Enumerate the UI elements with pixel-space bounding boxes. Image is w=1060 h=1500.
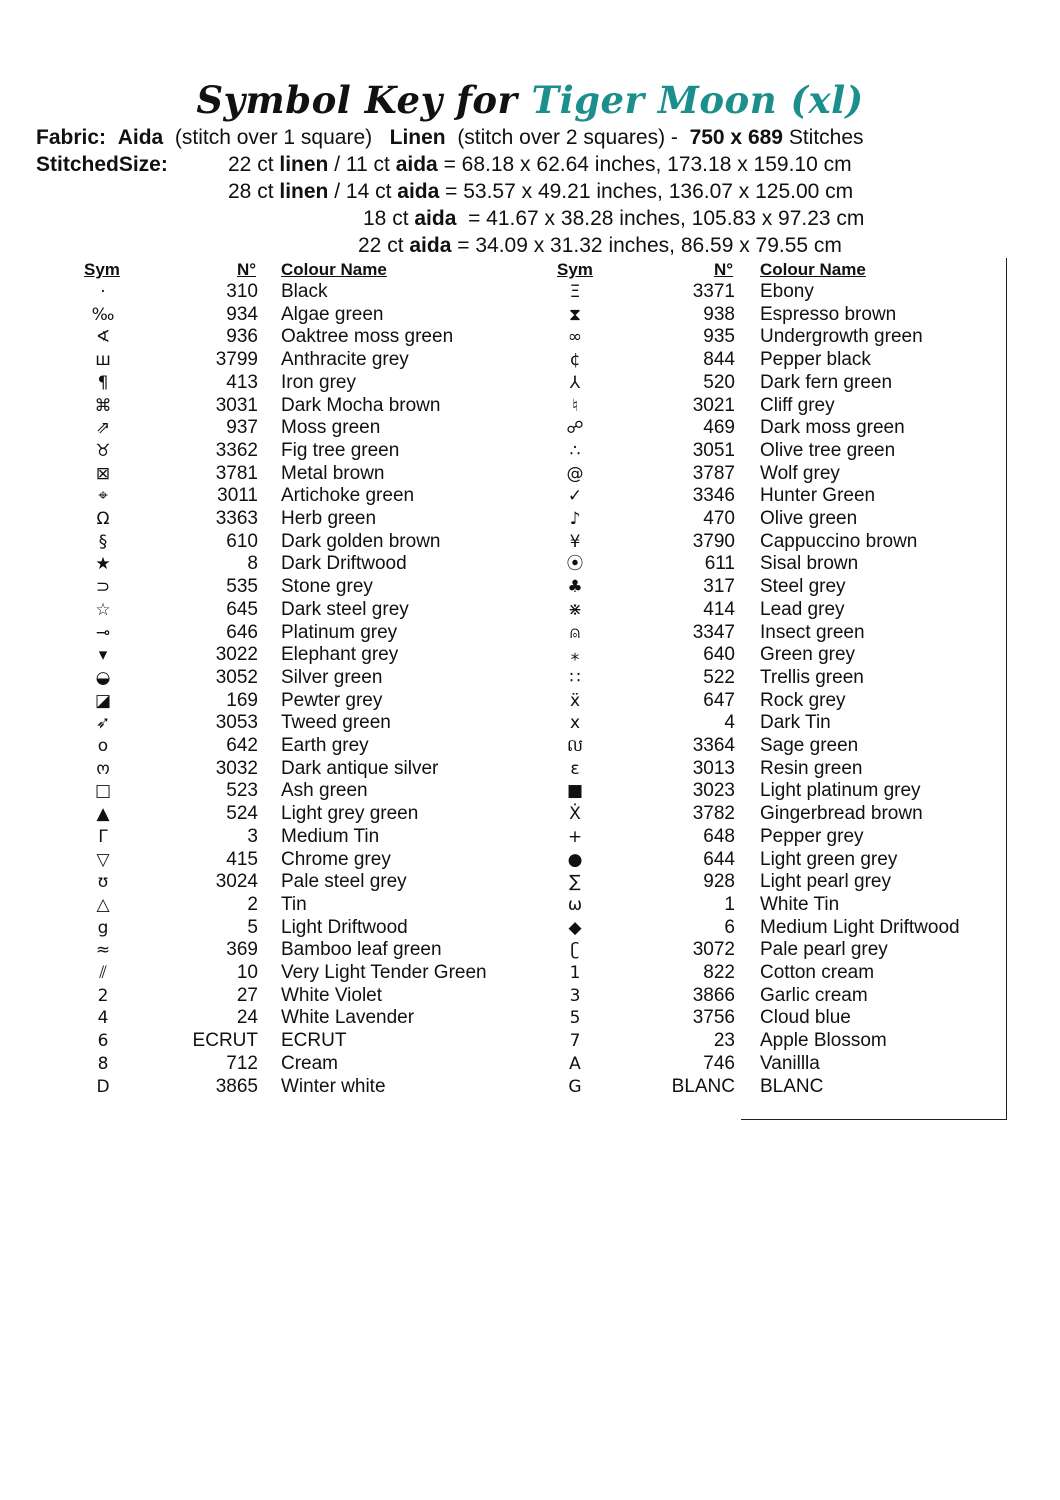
number-cell: 8 bbox=[247, 553, 258, 575]
number-cell: 23 bbox=[713, 1030, 735, 1052]
colour-name-cell: Garlic cream bbox=[760, 984, 868, 1006]
number-cell: 645 bbox=[226, 598, 258, 620]
symbol-cell: ⊸ bbox=[95, 622, 111, 643]
number-cell: 610 bbox=[226, 530, 258, 552]
table-row bbox=[0, 690, 1060, 713]
number-cell: 169 bbox=[226, 689, 258, 711]
symbol-cell: ⊃ bbox=[95, 577, 111, 598]
symbol-cell: ∷ bbox=[569, 667, 581, 688]
number-cell: 414 bbox=[703, 598, 735, 620]
fabric-aida: Aida bbox=[117, 126, 164, 149]
number-cell: 413 bbox=[226, 371, 258, 393]
number-cell: 3051 bbox=[692, 439, 735, 461]
number-cell: 642 bbox=[226, 735, 258, 756]
symbol-cell: ⊠ bbox=[95, 463, 111, 484]
table-row bbox=[0, 894, 1060, 917]
symbol-cell: 6 bbox=[97, 1031, 109, 1052]
symbol-cell: D bbox=[96, 1076, 110, 1097]
number-cell: 937 bbox=[226, 417, 258, 439]
table-row bbox=[0, 1007, 1060, 1030]
symbol-cell: · bbox=[100, 282, 106, 302]
number-cell: 822 bbox=[703, 962, 735, 983]
symbol-cell: Ξ bbox=[569, 282, 581, 302]
symbol-cell: ★ bbox=[95, 554, 111, 575]
number-cell: 3052 bbox=[215, 666, 258, 688]
number-cell: 936 bbox=[226, 326, 258, 348]
colour-name-cell: Ash green bbox=[281, 780, 368, 802]
symbol-cell: ʊ bbox=[97, 872, 109, 893]
symbol-cell: ◆ bbox=[568, 917, 582, 938]
header-sym-left: Sym bbox=[84, 260, 120, 279]
fabric-label: Fabric: bbox=[36, 126, 107, 149]
number-cell: 6 bbox=[724, 916, 735, 938]
symbol-cell: ⌖ bbox=[98, 486, 108, 507]
page-title bbox=[0, 78, 1060, 122]
number-cell: BLANC bbox=[671, 1075, 735, 1097]
number-cell: 3032 bbox=[215, 757, 258, 779]
colour-name-cell: Rock grey bbox=[760, 689, 846, 711]
number-cell: 3021 bbox=[692, 394, 735, 416]
table-row bbox=[0, 962, 1060, 985]
title-prefix: Symbol Key for bbox=[196, 78, 518, 122]
number-cell: 3024 bbox=[215, 871, 258, 893]
symbol-cell: ⫽ bbox=[99, 963, 107, 983]
number-cell: 3756 bbox=[692, 1007, 735, 1029]
symbol-cell: g bbox=[97, 917, 109, 938]
colour-name-cell: Earth grey bbox=[281, 735, 369, 756]
symbol-cell: ⁎ bbox=[570, 645, 580, 666]
table-row bbox=[0, 553, 1060, 576]
number-cell: 3013 bbox=[692, 757, 735, 779]
colour-name-cell: Silver green bbox=[281, 666, 383, 688]
colour-name-cell: Fig tree green bbox=[281, 439, 400, 461]
number-cell: 520 bbox=[703, 371, 735, 393]
symbol-cell: Ẋ bbox=[569, 804, 581, 825]
table-row bbox=[0, 917, 1060, 940]
number-cell: 935 bbox=[703, 326, 735, 348]
header-name-right: Colour Name bbox=[760, 260, 866, 279]
table-row bbox=[0, 485, 1060, 508]
symbol-cell: ⅄ bbox=[569, 372, 581, 393]
colour-name-cell: Dark steel grey bbox=[281, 598, 409, 620]
number-cell: 648 bbox=[703, 825, 735, 847]
symbol-cell: △ bbox=[96, 894, 110, 915]
symbol-cell: ⌘ bbox=[94, 395, 112, 416]
colour-name-cell: Algae green bbox=[281, 303, 384, 325]
colour-name-cell: Medium Tin bbox=[281, 825, 380, 847]
table-row bbox=[0, 939, 1060, 962]
table-row bbox=[0, 803, 1060, 826]
number-cell: ECRUT bbox=[192, 1030, 258, 1052]
number-cell: 3787 bbox=[692, 462, 735, 484]
fabric-aida-note: (stitch over 1 square) bbox=[174, 126, 373, 149]
colour-name-cell: Metal brown bbox=[281, 462, 385, 484]
symbol-cell: ♣ bbox=[567, 577, 583, 598]
symbol-cell: + bbox=[567, 826, 583, 847]
fabric-stitches-word: Stitches bbox=[788, 126, 864, 149]
symbol-cell: ល bbox=[566, 736, 584, 756]
number-cell: 640 bbox=[703, 644, 735, 666]
colour-name-cell: Sisal brown bbox=[760, 553, 859, 575]
size-text: = 68.18 x 62.64 inches, 173.18 x 159.10 cm bbox=[437, 153, 852, 176]
number-cell: 522 bbox=[703, 666, 735, 688]
table-row bbox=[0, 508, 1060, 531]
number-cell: 369 bbox=[226, 939, 258, 961]
colour-name-cell: Very Light Tender Green bbox=[281, 962, 487, 983]
table-row bbox=[0, 735, 1060, 758]
colour-name-cell: Olive green bbox=[760, 508, 858, 529]
table-row bbox=[0, 849, 1060, 872]
table-row bbox=[0, 463, 1060, 486]
colour-name-cell: Medium Light Driftwood bbox=[760, 916, 960, 938]
number-cell: 3363 bbox=[215, 508, 258, 529]
symbol-cell: ⦿ bbox=[566, 554, 584, 575]
colour-name-cell: Olive tree green bbox=[760, 439, 896, 461]
colour-name-cell: Wolf grey bbox=[760, 462, 840, 484]
colour-name-cell: BLANC bbox=[760, 1075, 824, 1097]
table-row bbox=[0, 440, 1060, 463]
right-border-line bbox=[1006, 258, 1007, 1120]
fabric-linen-note: (stitch over 2 squares) - bbox=[457, 126, 678, 149]
symbol-cell: A bbox=[569, 1053, 581, 1074]
symbol-cell: G bbox=[568, 1076, 582, 1097]
symbol-cell: ¶ bbox=[97, 372, 109, 393]
number-cell: 10 bbox=[236, 962, 258, 983]
symbol-cell: x bbox=[569, 713, 581, 734]
number-cell: 646 bbox=[226, 621, 258, 643]
symbol-cell: ☆ bbox=[95, 599, 111, 620]
symbol-cell: ⋇ bbox=[567, 599, 583, 620]
number-cell: 310 bbox=[226, 281, 258, 302]
number-cell: 3781 bbox=[215, 462, 258, 484]
colour-name-cell: Winter white bbox=[281, 1075, 386, 1097]
symbol-cell: ẍ bbox=[569, 690, 581, 711]
colour-name-cell: Trellis green bbox=[760, 666, 864, 688]
number-cell: 3799 bbox=[215, 349, 258, 371]
number-cell: 3782 bbox=[692, 803, 735, 825]
number-cell: 934 bbox=[226, 303, 258, 325]
number-cell: 3362 bbox=[215, 439, 258, 461]
colour-name-cell: Ebony bbox=[760, 281, 814, 302]
table-row bbox=[0, 417, 1060, 440]
stitched-size-line bbox=[228, 153, 852, 177]
stitched-size-line bbox=[228, 180, 853, 204]
colour-name-cell: Anthracite grey bbox=[281, 349, 409, 371]
number-cell: 3371 bbox=[692, 281, 735, 302]
table-row bbox=[0, 349, 1060, 372]
table-row bbox=[0, 1030, 1060, 1053]
number-cell: 3053 bbox=[215, 712, 258, 734]
colour-name-cell: Green grey bbox=[760, 644, 856, 666]
symbol-cell: 2 bbox=[97, 985, 109, 1006]
number-cell: 647 bbox=[703, 689, 735, 711]
number-cell: 415 bbox=[226, 848, 258, 870]
number-cell: 3866 bbox=[692, 984, 735, 1006]
colour-name-cell: Pewter grey bbox=[281, 689, 383, 711]
symbol-cell: ∴ bbox=[569, 440, 581, 461]
number-cell: 3347 bbox=[692, 621, 735, 643]
fabric-line bbox=[36, 126, 864, 150]
stitched-size-label: StitchedSize: bbox=[36, 153, 168, 176]
size-bold: linen bbox=[279, 153, 329, 176]
table-row bbox=[0, 395, 1060, 418]
number-cell: 3865 bbox=[215, 1075, 258, 1097]
symbol-cell: ⍝ bbox=[569, 622, 581, 643]
symbol-cell: ⧗ bbox=[569, 304, 581, 325]
number-cell: 24 bbox=[236, 1007, 258, 1029]
colour-name-cell: Pepper black bbox=[760, 349, 871, 371]
number-cell: 3346 bbox=[692, 485, 735, 507]
symbol-cell: ⇗ bbox=[95, 418, 111, 439]
number-cell: 5 bbox=[247, 916, 258, 938]
number-cell: 644 bbox=[703, 848, 735, 870]
size-text: / 14 ct bbox=[328, 180, 398, 203]
colour-name-cell: Dark fern green bbox=[760, 371, 893, 393]
symbol-cell: ω bbox=[567, 894, 583, 915]
size-text: 22 ct bbox=[228, 153, 280, 176]
number-cell: 524 bbox=[226, 803, 258, 825]
symbol-cell: ო bbox=[96, 758, 110, 779]
symbol-cell: 8 bbox=[97, 1053, 109, 1074]
colour-name-cell: Insect green bbox=[760, 621, 865, 643]
size-bold: aida bbox=[395, 153, 438, 176]
colour-name-cell: Pepper grey bbox=[760, 825, 864, 847]
colour-name-cell: Black bbox=[281, 281, 328, 302]
colour-name-cell: Espresso brown bbox=[760, 303, 897, 325]
symbol-cell: ‰ bbox=[91, 304, 115, 325]
symbol-cell: ∞ bbox=[567, 327, 583, 348]
symbol-cell: ш bbox=[95, 350, 111, 371]
colour-name-cell: Undergrowth green bbox=[760, 326, 923, 348]
colour-name-cell: Apple Blossom bbox=[760, 1030, 887, 1052]
table-row bbox=[0, 1053, 1060, 1076]
colour-name-cell: Pale pearl grey bbox=[760, 939, 888, 961]
symbol-cell: 1 bbox=[569, 963, 581, 983]
colour-name-cell: Cappuccino brown bbox=[760, 530, 918, 552]
colour-name-cell: Tin bbox=[281, 893, 307, 915]
table-row bbox=[0, 531, 1060, 554]
symbol-cell: 3 bbox=[569, 985, 581, 1006]
table-row bbox=[0, 372, 1060, 395]
symbol-cell: ◒ bbox=[95, 667, 111, 688]
symbol-cell: ε bbox=[570, 758, 580, 779]
symbol-cell: 4 bbox=[97, 1008, 109, 1029]
size-text: 22 ct bbox=[358, 234, 410, 257]
colour-name-cell: Tweed green bbox=[281, 712, 391, 734]
symbol-cell: ▲ bbox=[96, 804, 110, 825]
number-cell: 3364 bbox=[692, 735, 735, 756]
number-cell: 4 bbox=[724, 712, 735, 734]
size-text: 18 ct bbox=[363, 207, 415, 230]
colour-name-cell: Stone grey bbox=[281, 576, 373, 598]
table-row bbox=[0, 780, 1060, 803]
size-bold: linen bbox=[279, 180, 329, 203]
colour-name-cell: Vanillla bbox=[760, 1052, 820, 1074]
size-bold: aida bbox=[414, 207, 457, 230]
colour-name-cell: Dark Tin bbox=[760, 712, 831, 734]
colour-name-cell: Lead grey bbox=[760, 598, 845, 620]
colour-name-cell: White Lavender bbox=[281, 1007, 415, 1029]
symbol-cell: @ bbox=[566, 463, 584, 484]
colour-name-cell: Cloud blue bbox=[760, 1007, 851, 1029]
symbol-cell: ◪ bbox=[94, 690, 112, 711]
colour-name-cell: Light Driftwood bbox=[281, 916, 408, 938]
table-row bbox=[0, 281, 1060, 304]
table-row bbox=[0, 304, 1060, 327]
symbol-cell: □ bbox=[94, 781, 112, 802]
number-cell: 523 bbox=[226, 780, 258, 802]
table-row bbox=[0, 576, 1060, 599]
number-cell: 27 bbox=[236, 984, 258, 1006]
symbol-cell: ♮ bbox=[571, 395, 579, 416]
symbol-cell: ▾ bbox=[98, 645, 108, 666]
colour-name-cell: Cotton cream bbox=[760, 962, 875, 983]
symbol-cell: Ω bbox=[96, 509, 110, 529]
colour-name-cell: Light grey green bbox=[281, 803, 419, 825]
number-cell: 3022 bbox=[215, 644, 258, 666]
colour-name-cell: Elephant grey bbox=[281, 644, 399, 666]
number-cell: 470 bbox=[703, 508, 735, 529]
stitched-size-line bbox=[358, 234, 842, 258]
number-cell: 317 bbox=[703, 576, 735, 598]
table-row bbox=[0, 326, 1060, 349]
symbol-cell: Γ bbox=[98, 826, 108, 847]
colour-name-cell: Bamboo leaf green bbox=[281, 939, 442, 961]
size-text: 28 ct bbox=[228, 180, 280, 203]
symbol-cell: ≈ bbox=[95, 940, 111, 961]
table-row bbox=[0, 826, 1060, 849]
number-cell: 844 bbox=[703, 349, 735, 371]
table-row bbox=[0, 985, 1060, 1008]
size-text: = 53.57 x 49.21 inches, 136.07 x 125.00 cm bbox=[439, 180, 854, 203]
colour-name-cell: Chrome grey bbox=[281, 848, 391, 870]
number-cell: 2 bbox=[247, 893, 258, 915]
size-text: = 34.09 x 31.32 inches, 86.59 x 79.55 cm bbox=[451, 234, 842, 257]
symbol-cell: ▽ bbox=[96, 849, 110, 870]
symbol-cell: ✓ bbox=[567, 486, 583, 507]
number-cell: 611 bbox=[704, 553, 735, 575]
header-num-left: N° bbox=[237, 260, 257, 279]
colour-name-cell: Cream bbox=[281, 1052, 339, 1074]
header-name-left: Colour Name bbox=[281, 260, 387, 279]
colour-name-cell: Dark moss green bbox=[760, 417, 905, 439]
symbol-cell: ∢ bbox=[95, 327, 111, 348]
number-cell: 535 bbox=[226, 576, 258, 598]
symbol-cell: ☍ bbox=[566, 418, 584, 439]
colour-name-cell: Steel grey bbox=[760, 576, 846, 598]
table-row bbox=[0, 1076, 1060, 1099]
colour-name-cell: Pale steel grey bbox=[281, 871, 407, 893]
size-text: / 11 ct bbox=[328, 153, 396, 176]
stitched-size-line bbox=[363, 207, 864, 231]
colour-name-cell: Gingerbread brown bbox=[760, 803, 923, 825]
colour-name-cell: Artichoke green bbox=[281, 485, 415, 507]
number-cell: 3 bbox=[247, 825, 258, 847]
symbol-cell: ¢ bbox=[569, 350, 581, 371]
symbol-cell: ¥ bbox=[569, 531, 581, 552]
number-cell: 1 bbox=[724, 893, 735, 915]
symbol-cell: ♉ bbox=[95, 440, 111, 461]
number-cell: 928 bbox=[703, 871, 735, 893]
colour-name-cell: Moss green bbox=[281, 417, 381, 439]
header-sym-right: Sym bbox=[557, 260, 593, 279]
table-row bbox=[0, 758, 1060, 781]
colour-name-cell: Dark Driftwood bbox=[281, 553, 407, 575]
symbol-cell: ʗ bbox=[570, 940, 580, 961]
table-row bbox=[0, 622, 1060, 645]
header-num-right: N° bbox=[714, 260, 734, 279]
number-cell: 938 bbox=[703, 303, 735, 325]
colour-name-cell: Oaktree moss green bbox=[281, 326, 454, 348]
bottom-border-line bbox=[741, 1119, 1007, 1120]
colour-name-cell: Sage green bbox=[760, 735, 859, 756]
colour-name-cell: Herb green bbox=[281, 508, 377, 529]
number-cell: 469 bbox=[703, 417, 735, 439]
colour-name-cell: Dark Mocha brown bbox=[281, 394, 441, 416]
table-row bbox=[0, 599, 1060, 622]
symbol-cell: 5 bbox=[569, 1008, 581, 1029]
symbol-cell: ■ bbox=[566, 781, 584, 802]
table-row bbox=[0, 712, 1060, 735]
colour-name-cell: Light green grey bbox=[760, 848, 898, 870]
size-bold: aida bbox=[397, 180, 440, 203]
colour-name-cell: White Tin bbox=[760, 893, 840, 915]
fabric-stitch-count: 750 x 689 bbox=[689, 126, 783, 149]
colour-name-cell: Resin green bbox=[760, 757, 863, 779]
table-row bbox=[0, 871, 1060, 894]
symbol-cell: ➶ bbox=[95, 713, 111, 734]
table-row bbox=[0, 667, 1060, 690]
colour-name-cell: Hunter Green bbox=[760, 485, 876, 507]
number-cell: 712 bbox=[226, 1052, 258, 1074]
symbol-cell: ● bbox=[567, 849, 583, 870]
table-row bbox=[0, 644, 1060, 667]
colour-name-cell: Cliff grey bbox=[760, 394, 835, 416]
colour-name-cell: Light pearl grey bbox=[760, 871, 891, 893]
symbol-cell: § bbox=[98, 531, 108, 552]
fabric-linen: Linen bbox=[389, 126, 446, 149]
number-cell: 746 bbox=[703, 1052, 735, 1074]
symbol-cell: 7 bbox=[569, 1031, 581, 1052]
number-cell: 3031 bbox=[215, 394, 258, 416]
number-cell: 3023 bbox=[692, 780, 735, 802]
size-text: = 41.67 x 38.28 inches, 105.83 x 97.23 cm bbox=[456, 207, 865, 230]
number-cell: 3072 bbox=[692, 939, 735, 961]
symbol-cell: o bbox=[97, 736, 109, 756]
number-cell: 3790 bbox=[692, 530, 735, 552]
symbol-cell: ♪ bbox=[569, 509, 581, 529]
size-bold: aida bbox=[409, 234, 452, 257]
colour-name-cell: White Violet bbox=[281, 984, 383, 1006]
symbol-cell: ∑ bbox=[569, 872, 581, 893]
colour-name-cell: Platinum grey bbox=[281, 621, 398, 643]
colour-name-cell: Dark antique silver bbox=[281, 757, 439, 779]
colour-name-cell: Light platinum grey bbox=[760, 780, 921, 802]
colour-name-cell: Iron grey bbox=[281, 371, 356, 393]
colour-name-cell: ECRUT bbox=[281, 1030, 347, 1052]
number-cell: 3011 bbox=[217, 485, 258, 507]
colour-name-cell: Dark golden brown bbox=[281, 530, 441, 552]
title-name: Tiger Moon (xl) bbox=[531, 78, 864, 122]
